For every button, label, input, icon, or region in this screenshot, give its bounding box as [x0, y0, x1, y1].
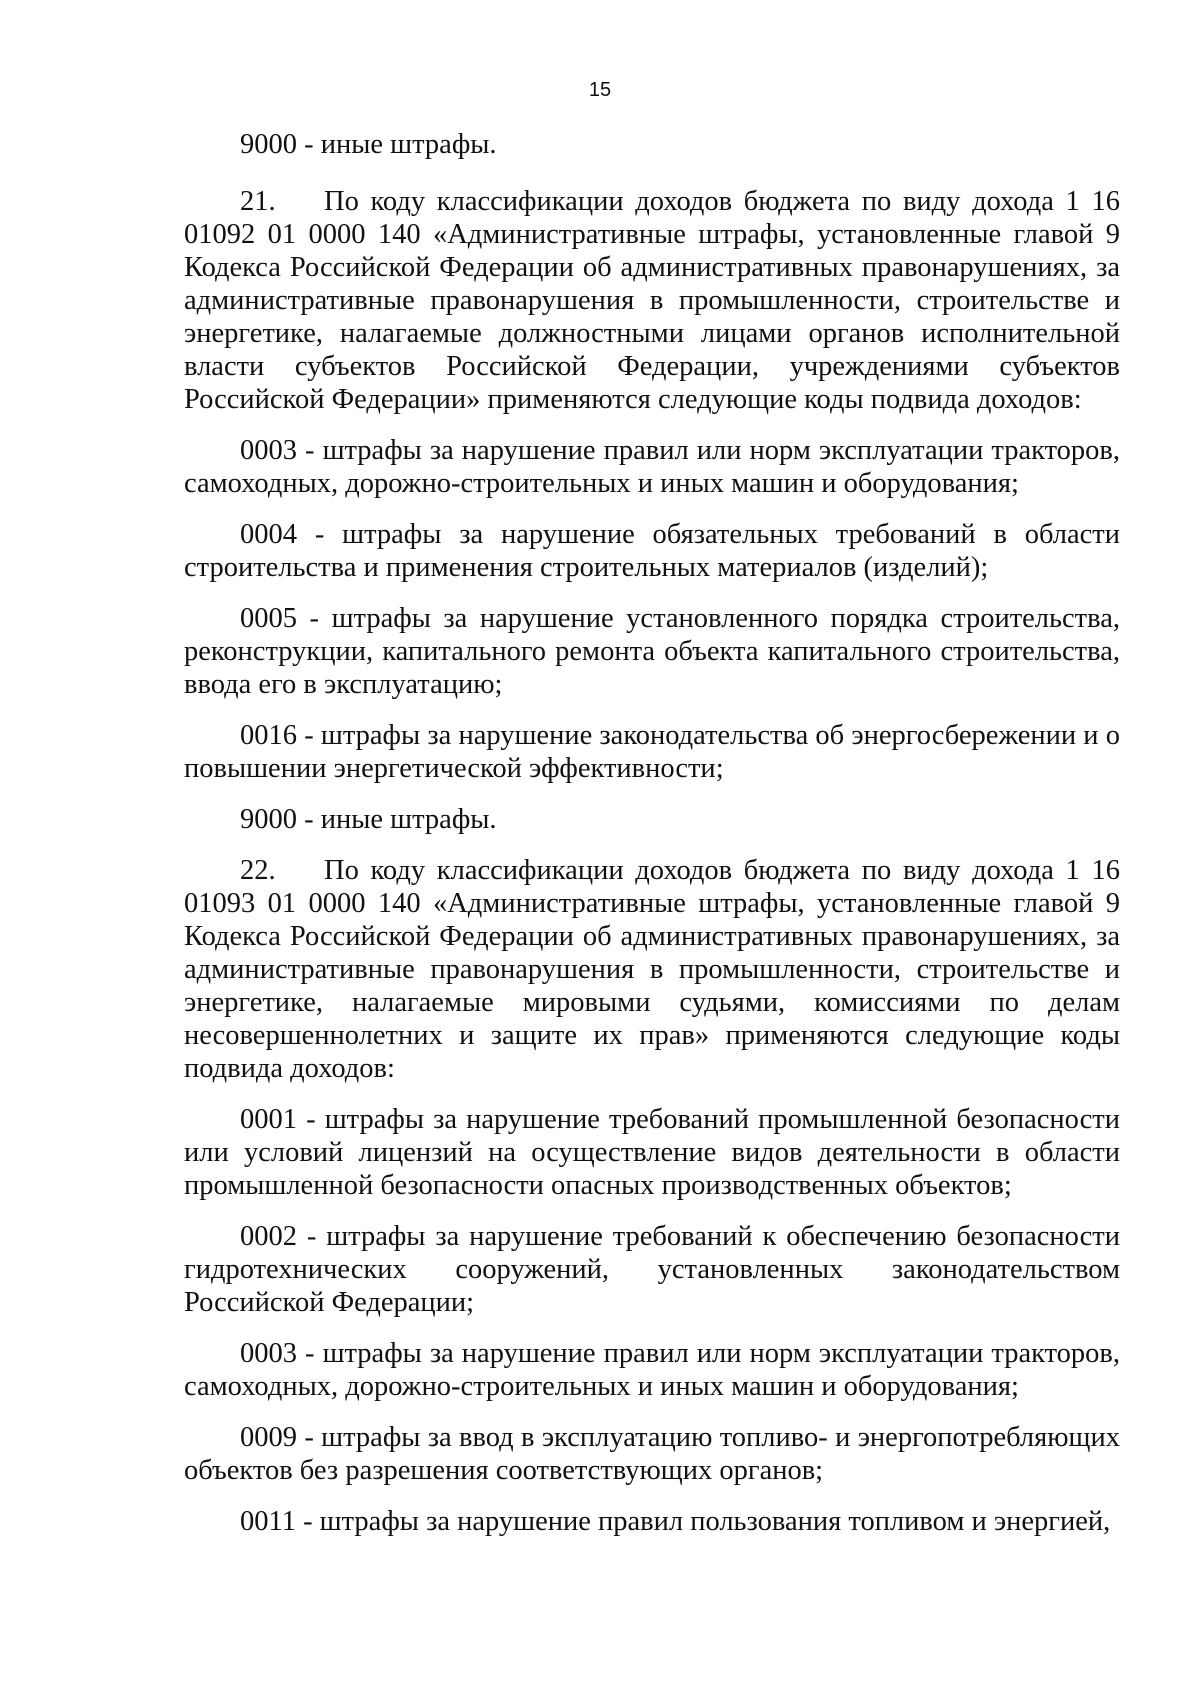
paragraph: 0003 - штрафы за нарушение правил или норм эксплуатации тракторов, самоходных, дорожно-строительных и иных машин и оборудования; [184, 1338, 1120, 1402]
paragraph: 9000 - иные штрафы. [240, 804, 497, 835]
numbered-paragraph [184, 854, 1120, 1085]
paragraph: 0016 - штрафы за нарушение законодательства об энергосбережении и о повышении энергетической эффективности; [184, 720, 1120, 784]
paragraph-number: 21. [240, 186, 276, 217]
paragraph: 0005 - штрафы за нарушение установленного порядка строительства, реконструкции, капитального ремонта объекта капитального строительства, ввода его в эксплуатацию; [184, 603, 1120, 700]
paragraph: 0003 - штрафы за нарушение правил или норм эксплуатации тракторов, самоходных, дорожно-строительных и иных машин и оборудования; [184, 435, 1120, 499]
paragraph-text: По коду классификации доходов бюджета по виду дохода 1 16 01093 01 0000 140 «Административные штрафы, установленные главой 9 Кодекса Российской Федерации об административных правонарушениях, за административные правонарушения в промышленности, строительстве и энергетике, налагаемые мировыми судьями, комиссиями по делам несовершеннолетних и защите их прав» применяются следующие коды подвида доходов: [184, 855, 1120, 1084]
paragraph-text: По коду классификации доходов бюджета по виду дохода 1 16 01092 01 0000 140 «Административные штрафы, установленные главой 9 Кодекса Российской Федерации об административных правонарушениях, за административные правонарушения в промышленности, строительстве и энергетике, налагаемые должностными лицами органов исполнительной власти субъектов Российской Федерации, учреждениями субъектов Российской Федерации» применяются следующие коды подвида доходов: [184, 186, 1120, 415]
paragraph-number: 22. [240, 855, 276, 886]
document-body [184, 128, 1120, 1556]
numbered-paragraph [184, 185, 1120, 416]
paragraph: 0011 - штрафы за нарушение правил пользования топливом и энергией, [240, 1506, 1111, 1537]
paragraph: 0001 - штрафы за нарушение требований промышленной безопасности или условий лицензий на осуществление видов деятельности в области промышленной безопасности опасных производственных объектов; [184, 1104, 1120, 1201]
page-number: 15 [588, 79, 612, 101]
paragraph: 0002 - штрафы за нарушение требований к обеспечению безопасности гидротехнических сооружений, установленных законодательством Российской Федерации; [184, 1221, 1120, 1318]
paragraph: 0004 - штрафы за нарушение обязательных требований в области строительства и применения строительных материалов (изделий); [184, 519, 1120, 583]
paragraph: 0009 - штрафы за ввод в эксплуатацию топливо- и энергопотребляющих объектов без разрешения соответствующих органов; [184, 1422, 1120, 1486]
paragraph: 9000 - иные штрафы. [240, 129, 497, 160]
